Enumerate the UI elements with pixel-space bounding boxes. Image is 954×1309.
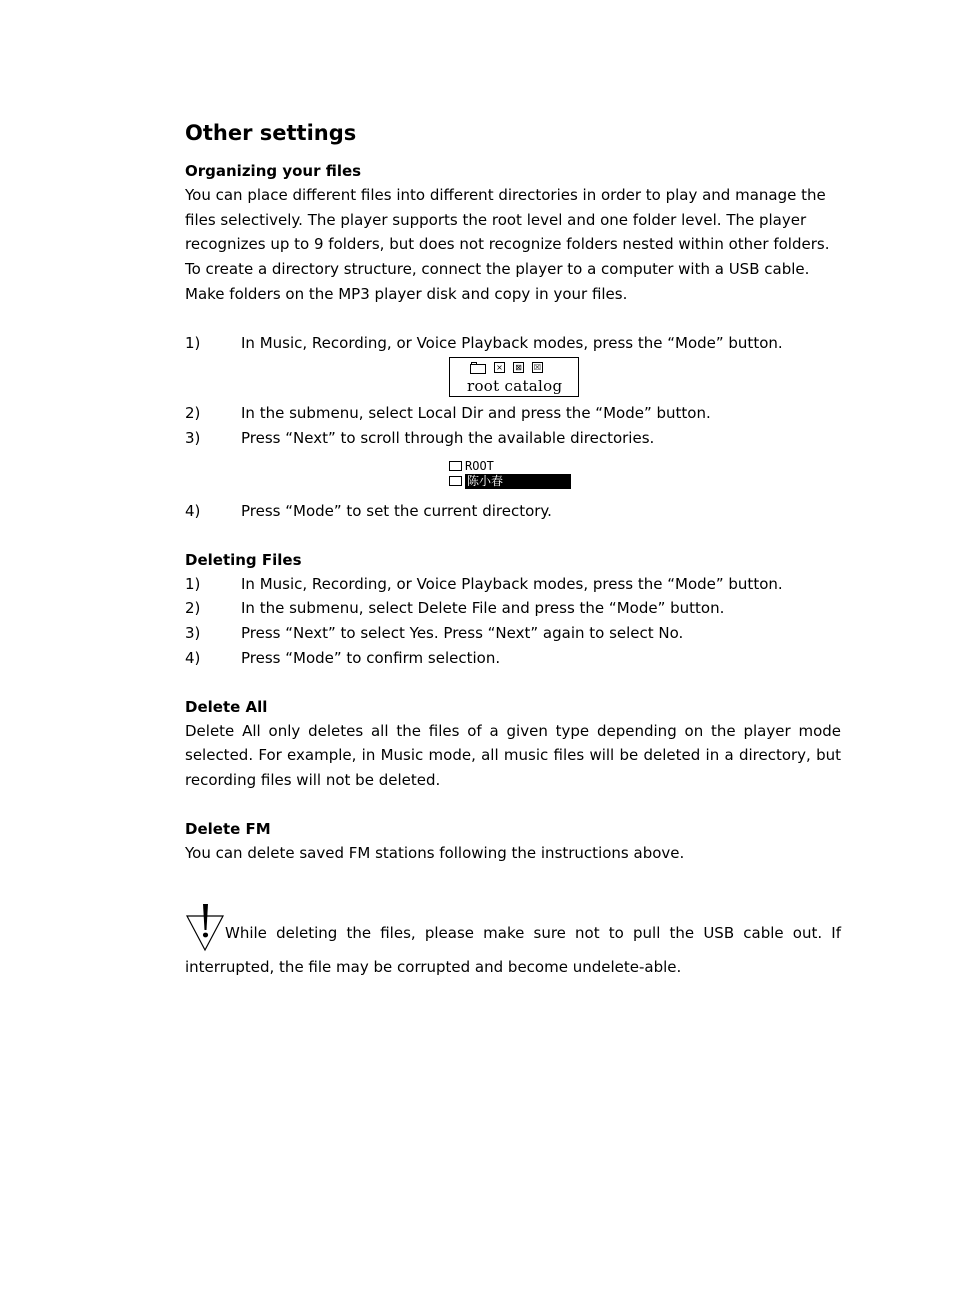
exit-icon: ☒ bbox=[533, 363, 542, 373]
list-item: 2) In the submenu, select Delete File and press the “Mode” button. bbox=[185, 599, 725, 618]
directory-row-selected: 陈小春 bbox=[465, 474, 571, 489]
delete-fm-heading: Delete FM bbox=[185, 820, 271, 839]
deleting-steps bbox=[185, 572, 841, 670]
directory-list-figure bbox=[449, 459, 571, 491]
organizing-steps-end bbox=[185, 499, 841, 524]
list-item: 3) Press “Next” to scroll through the available directories. bbox=[185, 429, 655, 448]
directory-row-root: ROOT bbox=[449, 459, 571, 474]
delete-all-body: Delete All only deletes all the files of a given type depending on the player mode selected. For example, in Music mode, all music files will be deleted in a directory, but recording files will not be deleted. bbox=[185, 721, 841, 789]
list-item: 3) Press “Next” to select Yes. Press “Next” again to select No. bbox=[185, 624, 684, 643]
warning-text: While deleting the files, please make sure not to pull the USB cable out. If interrupted, the file may be corrupted and become undelete-able. bbox=[185, 923, 841, 976]
delete-fm-body: You can delete saved FM stations following the instructions above. bbox=[185, 844, 685, 863]
document-page bbox=[185, 120, 841, 984]
mode-icons bbox=[470, 362, 543, 374]
list-item: 2) In the submenu, select Local Dir and press the “Mode” button. bbox=[185, 404, 711, 423]
organizing-steps-cont bbox=[185, 401, 841, 450]
root-catalog-figure bbox=[449, 357, 579, 397]
organizing-heading: Organizing your files bbox=[185, 162, 362, 181]
deleting-heading: Deleting Files bbox=[185, 550, 302, 569]
delete-file-icon: × bbox=[494, 362, 505, 373]
root-catalog-label: root catalog bbox=[467, 377, 563, 396]
list-item: 1) In Music, Recording, or Voice Playback modes, press the “Mode” button. bbox=[185, 333, 783, 352]
warning-note bbox=[185, 904, 841, 984]
list-item: 4) Press “Mode” to confirm selection. bbox=[185, 648, 501, 667]
organizing-body: You can place different files into different directories in order to play and manage the files selectively. The player supports the root level and one folder level. The player recognizes up to 9 folders, but does not recognize folders nested within other folders. To create a directory structure, connect the player to a computer with a USB cable. Make folders on the MP3 player disk and copy in your files. bbox=[185, 186, 830, 303]
delete-all-icon: ⊠ bbox=[513, 362, 524, 373]
folder-icon bbox=[449, 461, 462, 471]
warning-exclamation-icon bbox=[185, 904, 225, 952]
list-item: 4) Press “Mode” to set the current directory. bbox=[185, 501, 552, 520]
folder-icon bbox=[470, 362, 486, 374]
page-title: Other settings bbox=[185, 121, 357, 145]
delete-all-heading: Delete All bbox=[185, 697, 268, 716]
list-item: 1) In Music, Recording, or Voice Playback modes, press the “Mode” button. bbox=[185, 574, 783, 593]
organizing-steps bbox=[185, 331, 841, 356]
folder-icon bbox=[449, 476, 462, 486]
